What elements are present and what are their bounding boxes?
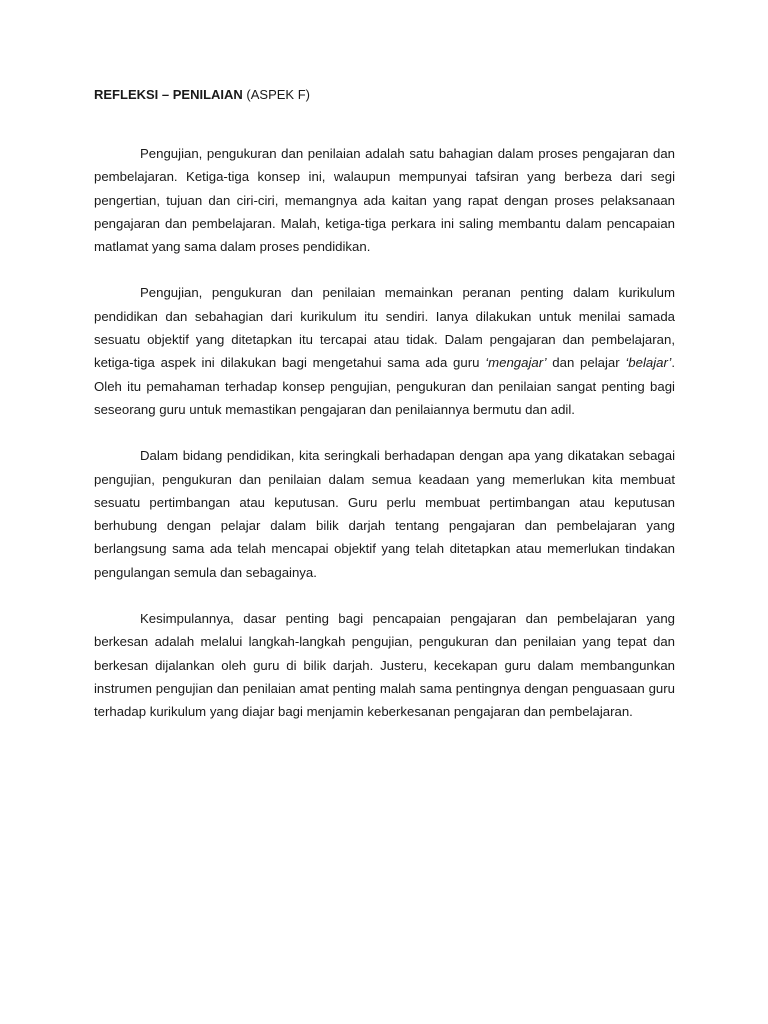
paragraph-italic-text: ‘belajar’	[625, 355, 672, 371]
paragraph	[94, 281, 675, 421]
paragraph-text: dan pelajar	[546, 355, 626, 371]
paragraph	[94, 607, 675, 723]
paragraph-text: Pengujian, pengukuran dan penilaian memainkan peranan penting dalam kurikulum pendidikan dan sebahagian dari kurikulum itu sendiri. Ianya dilakukan untuk menilai samada sesuatu objektif yang ditetapkan itu tercapai atau tidak. Dalam pengajaran dan pembelajaran, ketiga-tiga aspek ini dilakukan bagi mengetahui sama ada guru	[94, 285, 675, 371]
document-heading	[94, 86, 675, 104]
heading-subtitle: (ASPEK F)	[246, 87, 310, 102]
paragraph	[94, 444, 675, 584]
document-body	[94, 86, 675, 747]
paragraph-text: Dalam bidang pendidikan, kita seringkali berhadapan dengan apa yang dikatakan sebagai pengujian, pengukuran dan penilaian dalam semua keadaan yang memerlukan kita membuat sesuatu pertimbangan atau keputusan. Guru perlu membuat pertimbangan atau keputusan berhubung dengan pelajar dalam bilik darjah tentang pengajaran dan pembelajaran yang berlangsung sama ada telah mencapai objektif yang telah ditetapkan atau memerlukan tindakan pengulangan semula dan sebagainya.	[94, 448, 675, 580]
paragraph-italic-text: ‘mengajar’	[485, 355, 547, 371]
paragraph-text: Pengujian, pengukuran dan penilaian adalah satu bahagian dalam proses pengajaran dan pembelajaran. Ketiga-tiga konsep ini, walaupun mempunyai tafsiran yang berbeza dari segi pengertian, tujuan dan ciri-ciri, memangnya ada kaitan yang rapat dengan proses pelaksanaan pengajaran dan pembelajaran. Malah, ketiga-tiga perkara ini saling membantu dalam pencapaian matlamat yang sama dalam proses pendidikan.	[94, 146, 675, 255]
heading-title: REFLEKSI – PENILAIAN	[94, 87, 243, 102]
paragraph-text: Kesimpulannya, dasar penting bagi pencapaian pengajaran dan pembelajaran yang berkesan adalah melalui langkah-langkah pengujian, pengukuran dan penilaian yang tepat dan berkesan dijalankan oleh guru di bilik darjah. Justeru, kecekapan guru dalam membangunkan instrumen pengujian dan penilaian amat penting malah sama pentingnya dengan penguasaan guru terhadap kurikulum yang diajar bagi menjamin keberkesanan pengajaran dan pembelajaran.	[94, 611, 675, 720]
paragraph-text: . Oleh itu pemahaman terhadap konsep pengujian, pengukuran dan penilaian sangat penting bagi seseorang guru untuk memastikan pengajaran dan penilaiannya bermutu dan adil.	[94, 355, 675, 417]
paragraph	[94, 142, 675, 258]
